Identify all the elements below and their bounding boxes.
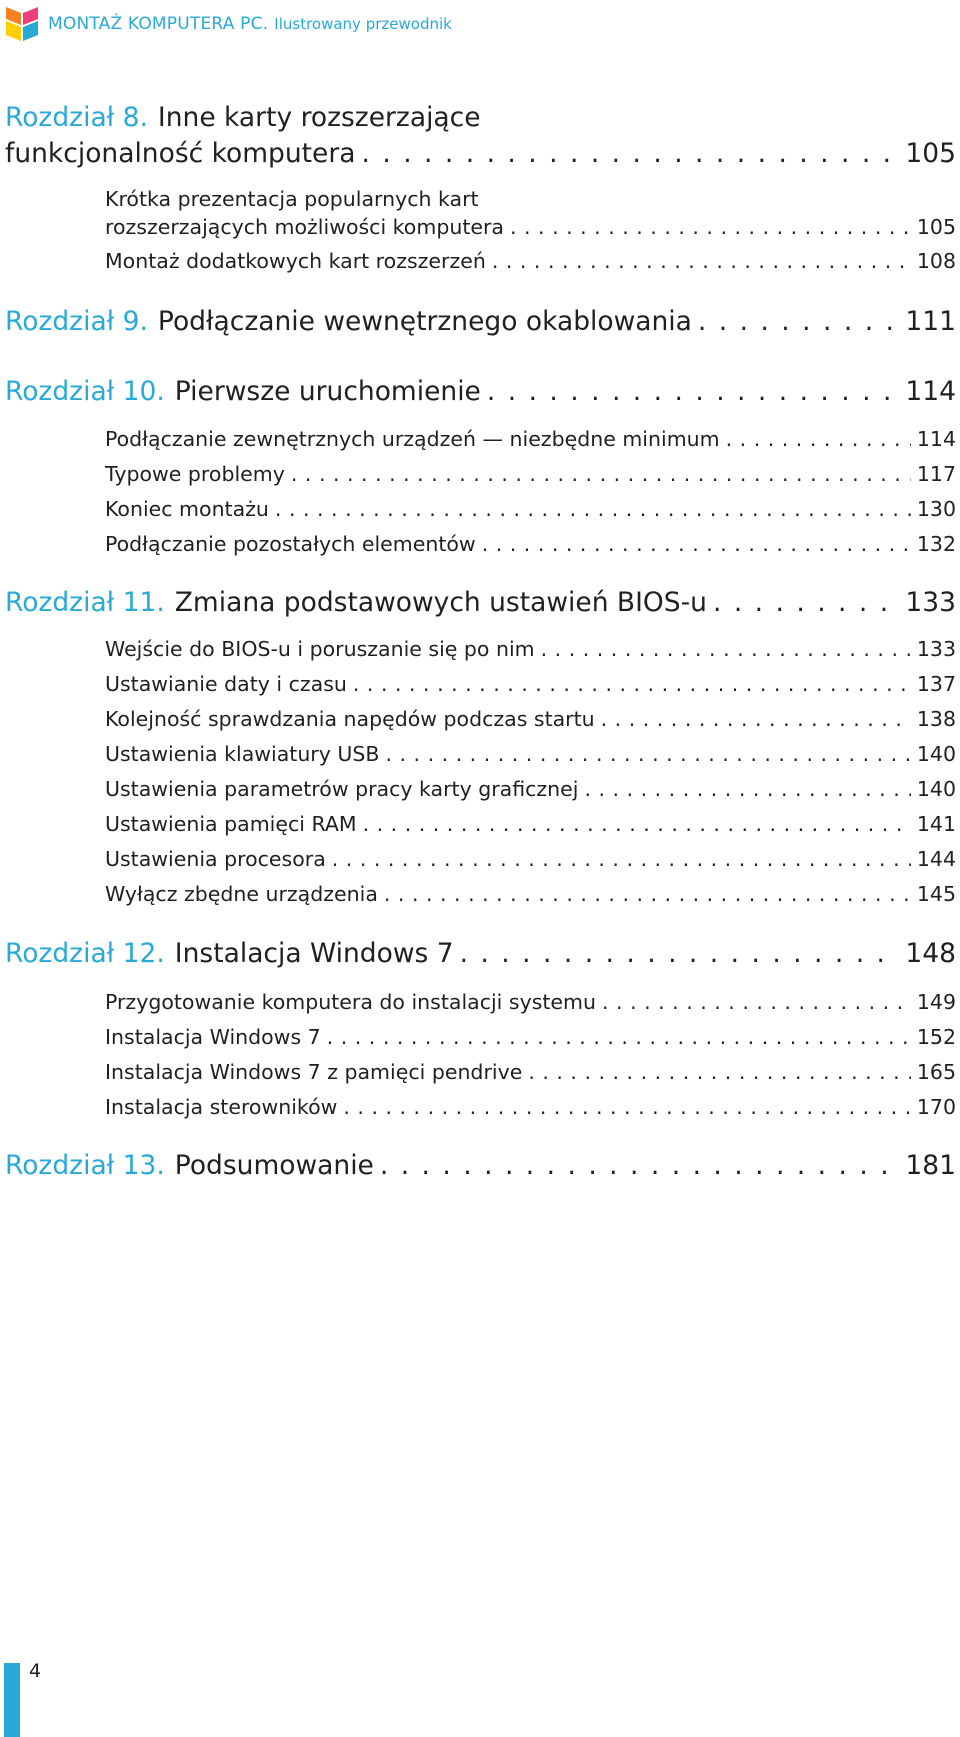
book-title: MONTAŻ KOMPUTERA PC. <box>48 14 269 34</box>
chapter-8-heading <box>5 102 481 133</box>
chapter-label: Rozdział 10. <box>5 376 165 407</box>
chapter-title: Podłączanie wewnętrznego okablowania <box>157 306 692 337</box>
page-number: 105 <box>916 215 956 239</box>
dot-leader <box>343 1095 910 1119</box>
page-number: 137 <box>916 672 956 696</box>
chapter-title: Pierwsze uruchomienie <box>174 376 481 407</box>
section-entry[interactable] <box>105 742 956 766</box>
section-entry[interactable] <box>105 497 956 521</box>
page-number: 133 <box>905 587 956 618</box>
section-entry[interactable] <box>105 427 956 451</box>
page-number-bar <box>4 1663 20 1737</box>
page-number: 132 <box>916 532 956 556</box>
section-title: Instalacja Windows 7 <box>105 1025 321 1049</box>
section-entry[interactable] <box>105 1095 956 1119</box>
page-number: 170 <box>916 1095 956 1119</box>
section-title: Wyłącz zbędne urządzenia <box>105 882 378 906</box>
chapter-title: Zmiana podstawowych ustawień BIOS-u <box>174 587 707 618</box>
dot-leader <box>385 742 910 766</box>
section-title: Podłączanie zewnętrznych urządzeń — niezbędne minimum <box>105 427 720 451</box>
page-number: 181 <box>905 1150 956 1181</box>
page-number: 114 <box>905 376 956 407</box>
dot-leader <box>528 1060 911 1084</box>
section-entry[interactable] <box>105 777 956 801</box>
section-entry[interactable] <box>105 882 956 906</box>
book-subtitle: Ilustrowany przewodnik <box>274 15 452 33</box>
dot-leader <box>713 587 899 618</box>
chapter-12-row[interactable] <box>5 938 956 969</box>
dot-leader <box>584 777 910 801</box>
dot-leader <box>380 1150 900 1181</box>
section-title: Ustawienia klawiatury USB <box>105 742 380 766</box>
section-title: Koniec montażu <box>105 497 269 521</box>
dot-leader <box>353 672 911 696</box>
chapter-11-row[interactable] <box>5 587 956 618</box>
section-entry[interactable] <box>105 812 956 836</box>
dot-leader <box>291 462 911 486</box>
page-number: 111 <box>905 306 956 337</box>
dot-leader <box>602 990 911 1014</box>
section-entry[interactable] <box>105 637 956 661</box>
chapter-title-cont: funkcjonalność komputera <box>5 138 356 169</box>
page-number: 141 <box>916 812 956 836</box>
section-entry[interactable] <box>105 215 956 239</box>
chapter-label: Rozdział 12. <box>5 938 165 969</box>
page-number: 105 <box>905 138 956 169</box>
folio-page-number: 4 <box>29 1660 42 1682</box>
dot-leader <box>601 707 911 731</box>
page-number: 108 <box>916 249 956 273</box>
section-entry[interactable] <box>105 462 956 486</box>
page-number: 152 <box>916 1025 956 1049</box>
section-title: Montaż dodatkowych kart rozszerzeń <box>105 249 486 273</box>
chapter-8-row[interactable] <box>5 138 956 169</box>
page-number: 144 <box>916 847 956 871</box>
page-number: 148 <box>905 938 956 969</box>
dot-leader <box>492 249 911 273</box>
dot-leader <box>726 427 911 451</box>
section-title: Podłączanie pozostałych elementów <box>105 532 476 556</box>
section-entry[interactable] <box>105 672 956 696</box>
chapter-title: Inne karty rozszerzające <box>157 102 481 133</box>
page-number: 130 <box>916 497 956 521</box>
dot-leader <box>275 497 911 521</box>
page-number: 138 <box>916 707 956 731</box>
section-title: Ustawienia pamięci RAM <box>105 812 357 836</box>
page-number: 149 <box>916 990 956 1014</box>
section-title: rozszerzających możliwości komputera <box>105 215 504 239</box>
dot-leader <box>327 1025 911 1049</box>
chapter-10-row[interactable] <box>5 376 956 407</box>
section-entry[interactable] <box>105 1025 956 1049</box>
dot-leader <box>698 306 899 337</box>
section-entry[interactable] <box>105 990 956 1014</box>
page-number: 117 <box>916 462 956 486</box>
dot-leader <box>362 138 900 169</box>
section-title: Instalacja Windows 7 z pamięci pendrive <box>105 1060 523 1084</box>
section-title: Przygotowanie komputera do instalacji systemu <box>105 990 596 1014</box>
page-number: 114 <box>916 427 956 451</box>
chapter-title: Instalacja Windows 7 <box>174 938 454 969</box>
dot-leader <box>384 882 911 906</box>
dot-leader <box>363 812 911 836</box>
chapter-label: Rozdział 11. <box>5 587 165 618</box>
page-number: 145 <box>916 882 956 906</box>
dot-leader <box>487 376 900 407</box>
page-number: 165 <box>916 1060 956 1084</box>
chapter-label: Rozdział 8. <box>5 102 148 133</box>
section-title: Wejście do BIOS-u i poruszanie się po nim <box>105 637 535 661</box>
section-title: Ustawienia parametrów pracy karty graficznej <box>105 777 579 801</box>
section-entry[interactable] <box>105 249 956 273</box>
book-logo-icon <box>4 5 40 43</box>
dot-leader <box>510 215 911 239</box>
dot-leader <box>460 938 900 969</box>
chapter-label: Rozdział 9. <box>5 306 148 337</box>
section-title: Ustawienia procesora <box>105 847 326 871</box>
section-title: Instalacja sterowników <box>105 1095 338 1119</box>
page-number: 140 <box>916 742 956 766</box>
chapter-13-row[interactable] <box>5 1150 956 1181</box>
dot-leader <box>332 847 911 871</box>
page-number: 140 <box>916 777 956 801</box>
section-entry-line1: Krótka prezentacja popularnych kart <box>105 187 479 211</box>
section-title: Kolejność sprawdzania napędów podczas startu <box>105 707 595 731</box>
dot-leader <box>541 637 911 661</box>
section-title: Typowe problemy <box>105 462 285 486</box>
section-title: Ustawianie daty i czasu <box>105 672 347 696</box>
chapter-9-row[interactable] <box>5 306 956 337</box>
section-entry[interactable] <box>105 707 956 731</box>
dot-leader <box>482 532 911 556</box>
chapter-title: Podsumowanie <box>174 1150 374 1181</box>
section-entry[interactable] <box>105 532 956 556</box>
section-entry[interactable] <box>105 1060 956 1084</box>
page-number: 133 <box>916 637 956 661</box>
running-header <box>4 4 452 44</box>
section-entry[interactable] <box>105 847 956 871</box>
chapter-label: Rozdział 13. <box>5 1150 165 1181</box>
